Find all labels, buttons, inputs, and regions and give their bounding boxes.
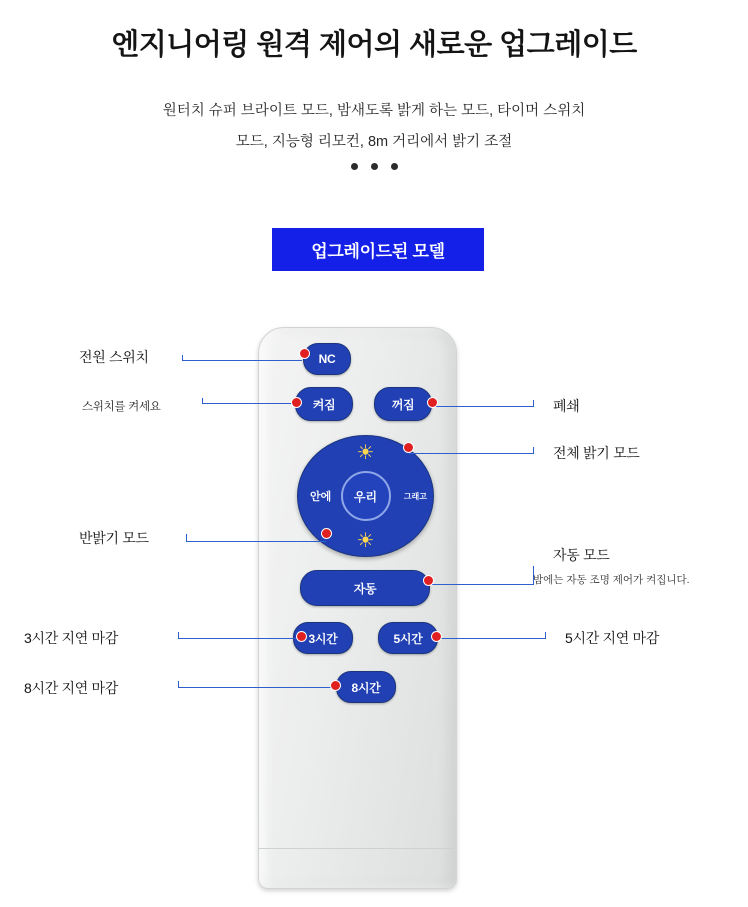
- leader-delay-3h: [178, 638, 300, 639]
- dial-left-label[interactable]: 안에: [310, 491, 332, 503]
- sun-dim-icon: ☀: [356, 530, 375, 552]
- leader-half-brightness-vertical: [186, 534, 187, 542]
- carousel-dots: [0, 163, 748, 170]
- leader-delay-8h: [178, 687, 334, 688]
- leader-delay-5h: [437, 638, 545, 639]
- dial-center-button[interactable]: 우리: [341, 471, 391, 521]
- leader-full-brightness-vertical: [533, 447, 534, 454]
- marker-lock: [428, 398, 437, 407]
- marker-full-brightness: [404, 443, 413, 452]
- marker-delay-3h: [297, 632, 306, 641]
- upgraded-model-banner: 업그레이드된 모델: [272, 228, 484, 271]
- marker-auto-mode: [424, 576, 433, 585]
- leader-lock-vertical: [533, 400, 534, 407]
- subtitle-line-1: 원터치 슈퍼 브라이트 모드, 밤새도록 밝게 하는 모드, 타이머 스위치: [162, 103, 586, 119]
- leader-auto-mode: [429, 584, 533, 585]
- callout-lock: 폐쇄: [553, 398, 580, 414]
- subtitle-line-2: 모드, 지능형 리모컨, 8m 거리에서 밝기 조절: [235, 134, 513, 150]
- leader-full-brightness: [409, 453, 533, 454]
- callout-auto-mode-sub: 밤에는 자동 조명 제어가 켜집니다.: [533, 574, 690, 586]
- dot-indicator: [391, 163, 398, 170]
- timer-5h-button[interactable]: 5시간: [378, 622, 438, 654]
- timer-3h-button[interactable]: 3시간: [293, 622, 353, 654]
- dot-indicator: [371, 163, 378, 170]
- callout-turn-on-switch: 스위치를 켜세요: [82, 401, 161, 413]
- power-off-button[interactable]: 꺼짐: [374, 387, 432, 421]
- leader-delay-3h-vertical: [178, 632, 179, 639]
- callout-half-brightness: 반밝기 모드: [79, 530, 149, 546]
- marker-delay-8h: [331, 681, 340, 690]
- marker-power-switch: [300, 349, 309, 358]
- callout-full-brightness: 전체 밝기 모드: [553, 445, 640, 461]
- page-title: 엔지니어링 원격 제어의 새로운 업그레이드: [111, 29, 637, 61]
- callout-delay-3h: 3시간 지연 마감: [24, 630, 119, 646]
- leader-delay-8h-vertical: [178, 681, 179, 688]
- leader-delay-5h-vertical: [545, 632, 546, 639]
- callout-auto-mode: 자동 모드: [553, 547, 610, 563]
- leader-lock: [433, 406, 533, 407]
- leader-half-brightness: [186, 541, 326, 542]
- leader-power-switch-vertical: [182, 355, 183, 361]
- auto-mode-button[interactable]: 자동: [300, 570, 430, 606]
- dot-indicator: [351, 163, 358, 170]
- callout-delay-8h: 8시간 지연 마감: [24, 680, 119, 696]
- callout-delay-5h: 5시간 지연 마감: [565, 630, 660, 646]
- leader-power-switch: [182, 360, 302, 361]
- marker-turn-on-switch: [292, 398, 301, 407]
- leader-turn-on-switch-vertical: [202, 398, 203, 404]
- leader-turn-on-switch: [202, 403, 296, 404]
- remote-bottom-divider: [258, 848, 455, 849]
- nc-button[interactable]: NC: [303, 343, 351, 375]
- marker-half-brightness: [322, 529, 331, 538]
- sun-bright-icon: ☀: [356, 442, 375, 464]
- marker-delay-5h: [432, 632, 441, 641]
- timer-8h-button[interactable]: 8시간: [336, 671, 396, 703]
- callout-power-switch: 전원 스위치: [79, 349, 149, 365]
- dial-right-label[interactable]: 그래고: [403, 492, 427, 501]
- power-on-button[interactable]: 켜짐: [295, 387, 353, 421]
